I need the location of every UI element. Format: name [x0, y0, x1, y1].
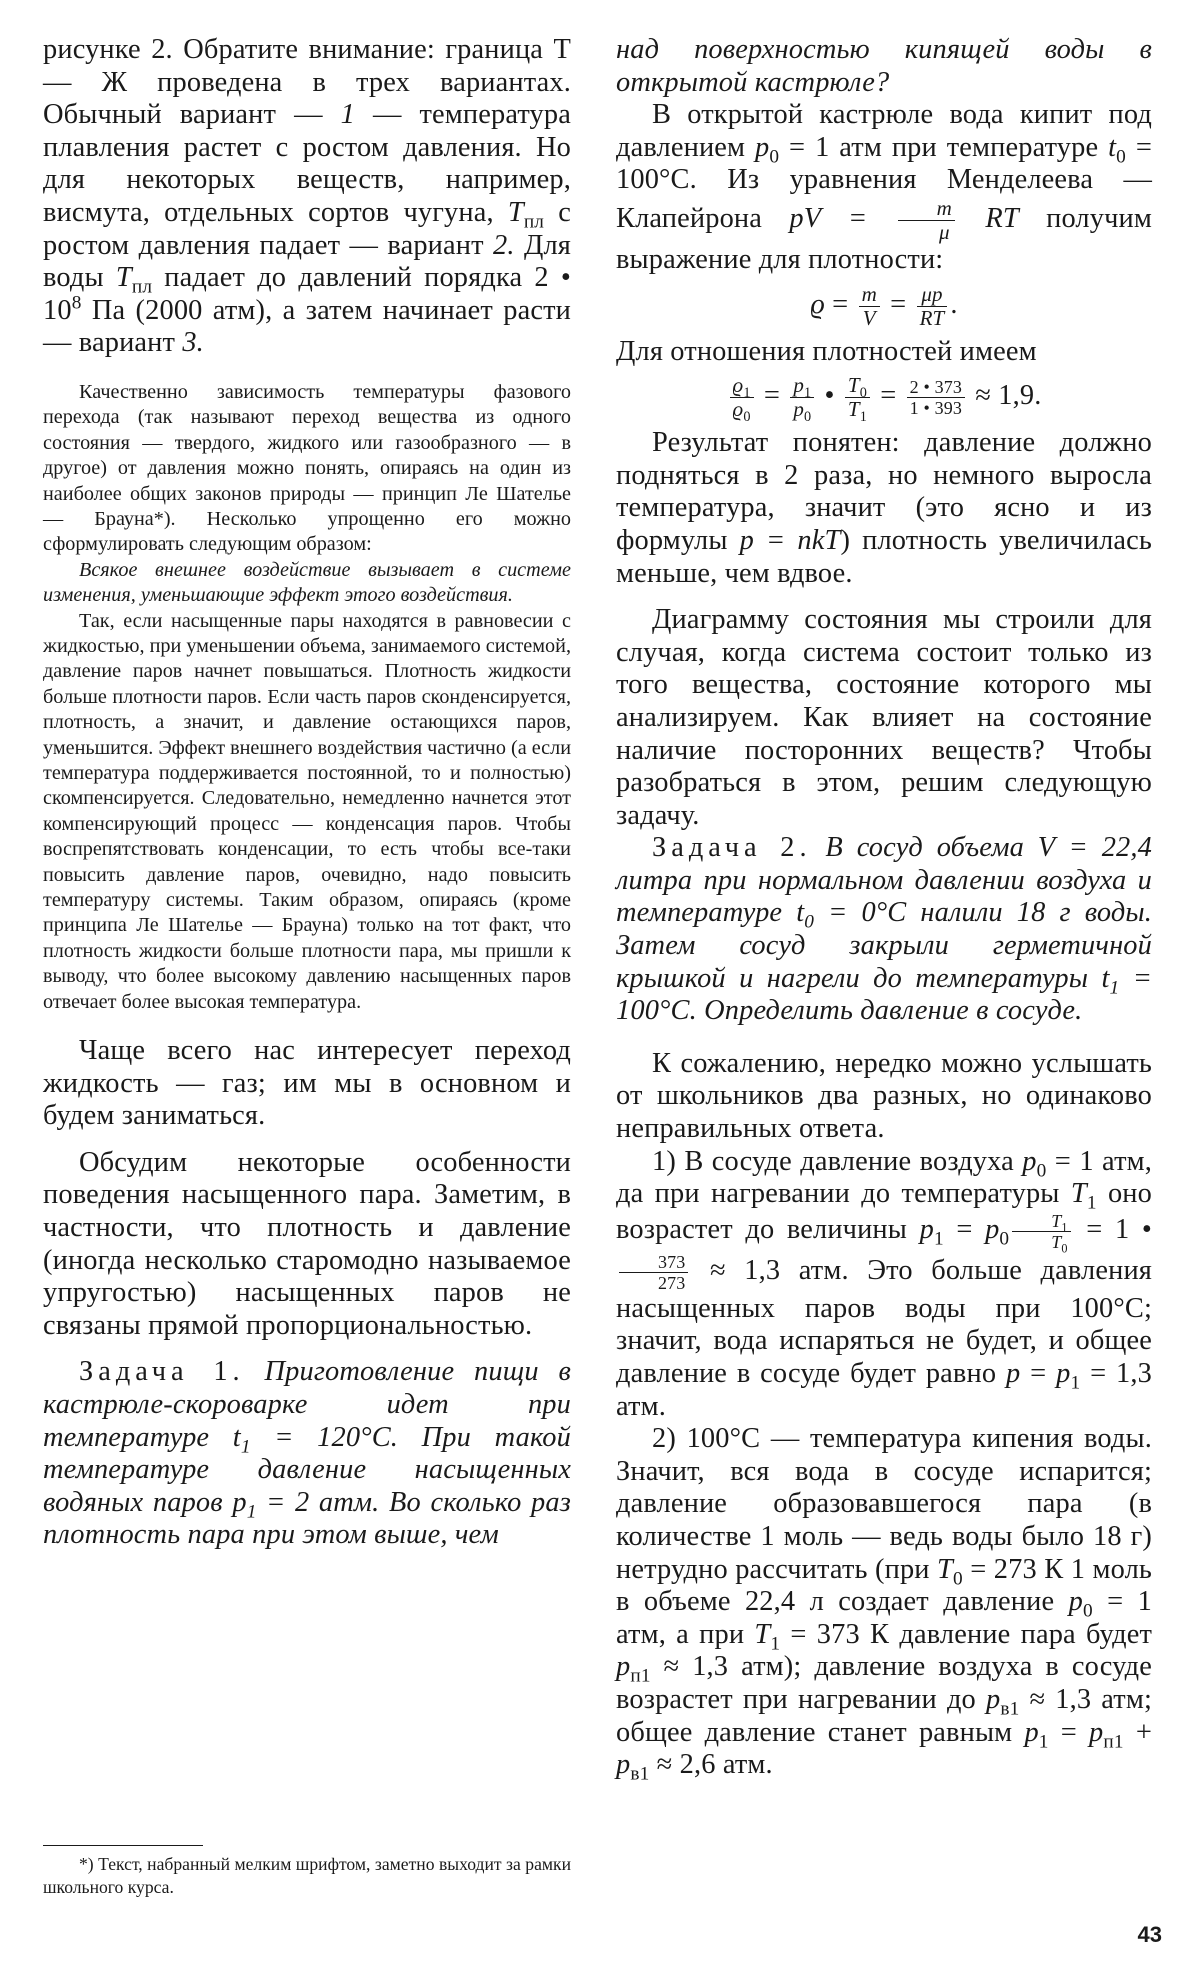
- density-ratio-formula: $\frac{ϱ_1}{ϱ_0}$ = $\frac{p_1}{p_0}$ • $\frac{T_0}{T_1}$ = $\frac{2 • 373}{1 • 393}$ ≈ 1,9.: [616, 374, 1152, 421]
- page-number: 43: [1137, 1922, 1162, 1947]
- paragraph-density-ratio: Для отношения плотностей имеем: [616, 335, 1037, 367]
- task-2: Задача 2. В сосуд объема V = 22,4 литра при нормальном давлении воздуха и температуре $t_0 = 0^\circ C$ налили 18 г воды. Затем сосуд закрыли герметичной крышкой и нагрели до температуры $t_1 = 100^\circ C$. Определить давление в сосуде.: [616, 832, 1153, 1027]
- left-column: [43, 34, 571, 1552]
- paragraph-result-explained: Результат понятен: давление должно подняться в 2 раза, но немного выросла температура, значит (это ясно и из формулы p = nkT) плотность увеличилась меньше, чем вдвое.: [616, 427, 1152, 589]
- paragraph-phase-boundary: рисунке 2. Обратите внимание: граница Т — Ж проведена в трех вариантах. Обычный вариант — 1 — температура плавления растет с ростом давления. Но для некоторых веществ, например, висмута, отдельных сортов чугуна, $T_{пл}$ с ростом давления падает — вариант 2. Для воды $T_{пл}$ падает до давлений порядка 2 • $10^8$ Па (2000 атм), а затем начинает расти — вариант 3.: [43, 34, 571, 359]
- paragraph-liquid-gas: Чаще всего нас интересует переход жидкость — газ; им мы в основном и будем заниматься.: [43, 1035, 571, 1132]
- paragraph-wrong-answers: К сожалению, нередко можно услышать от школьников два разных, но одинаково неправильных ответа.: [616, 1047, 1152, 1145]
- principle-statement: Всякое внешнее воздействие вызывает в системе изменения, уменьшающие эффект этого воздействия.: [43, 558, 571, 607]
- right-column: [616, 34, 1153, 1785]
- density-formula: ϱ = $\frac{m}{V}$ = $\frac{\mu p}{RT}$ .: [810, 281, 958, 330]
- paragraph-foreign-substances: Диаграмму состояния мы строили для случая, когда система состоит только из того вещества, состояние которого мы анализируем. Как влияет на состояние наличие посторонних веществ? Чтобы разобраться в этом, решим следующую задачу.: [616, 604, 1152, 831]
- paragraph-saturated-vapor-properties: Обсудим некоторые особенности поведения насыщенного пара. Заметим, в частности, что плотность и давление (иногда несколько старомодно называемое упругостью) насыщенных паров не связаны прямой пропорциональностью.: [43, 1146, 571, 1341]
- paragraph-open-pot: В открытой кастрюле вода кипит под давлением $p_0 = 1$ атм при температуре $t_0 = 100^\circ C$. Из уравнения Менделеева — Клапейрона pV = $\frac{m}{\mu}$ RT получим выражение для плотности:: [616, 99, 1152, 275]
- clapeyron-equation: pV = $\frac{m}{\mu}$ RT: [789, 195, 1019, 244]
- footnote: *) Текст, набранный мелким шрифтом, заметно выходит за рамки школьного курса.: [43, 1854, 571, 1897]
- task-1: Задача 1. Приготовление пищи в кастрюле-скороварке идет при температуре $t_1 = 120^\circ C$. При такой температуре давление насыщенных водяных паров $p_1 = 2$ атм. Во сколько раз плотность пара при этом выше, чем: [43, 1356, 571, 1551]
- paragraph-le-chatelier: Качественно зависимость температуры фазового перехода (так называют переход вещества из одного состояния — твердого, жидкого или газообразного — в другое) от давления можно понять, опираясь на один из наиболее общих законов природы — принцип Ле Шателье — Брауна*). Несколько упрощенно его можно сформулировать следующим образом:: [43, 380, 571, 556]
- paragraph-saturated-vapor-example: Так, если насыщенные пары находятся в равновесии с жидкостью, при уменьшении объема, занимаемого системой, давление паров начнет повышаться. Плотность жидкости больше плотности паров. Если часть паров сконденсируется, плотность, а значит, и давление остающихся паров, уменьшится. Эффект внешнего воздействия частично (а если температура поддерживается постоянной, то и полностью) скомпенсируется. Следовательно, немедленно начнется этот компенсирующий процесс — конденсация паров. Чтобы воспрепятствовать конденсации, то есть чтобы все-таки повысить давление паров, очевидно, надо повысить температуру системы. Таким образом, опираясь (кроме принципа Ле Шателье — Брауна) только на тот факт, что плотность жидкости больше плотности пара, мы пришли к выводу, что более высокому давлению насыщенных паров отвечает более высокая температура.: [43, 609, 571, 1013]
- wrong-answer-1: 1) В сосуде давление воздуха $p_0 = 1$ атм, да при нагревании до температуры $T_1$ оно возрастет до величины $p_1 = p_0$ $\frac{T_1}{T_0}$ = 1 • $\frac{373}{273}$ ≈ 1,3 атм. Это больше давления насыщенных паров воды при 100°C; значит, вода испаряться не будет, и общее давление в сосуде будет равно $p = p_1 = 1,3$ атм.: [616, 1145, 1153, 1422]
- wrong-answer-2: 2) 100°C — температура кипения воды. Значит, вся вода в сосуде испарится; давление образовавшегося пара (в количестве 1 моль — ведь воды было 18 г) нетрудно рассчитать (при $T_0 = 273$ К 1 моль в объеме 22,4 л создает давление $p_0 = 1$ атм, а при $T_1 = 373$ К давление пара будет $p_{п1} \approx 1,3$ атм); давление воздуха в сосуде возрастет при нагревании до $p_{в1} \approx 1,3$ атм; общее давление станет равным $p_1 = p_{п1} + p_{в1} \approx 2,6$ атм.: [616, 1423, 1153, 1785]
- footnote-rule: [43, 1845, 203, 1846]
- task-1-continuation: над поверхностью кипящей воды в открытой кастрюле?: [616, 34, 1152, 98]
